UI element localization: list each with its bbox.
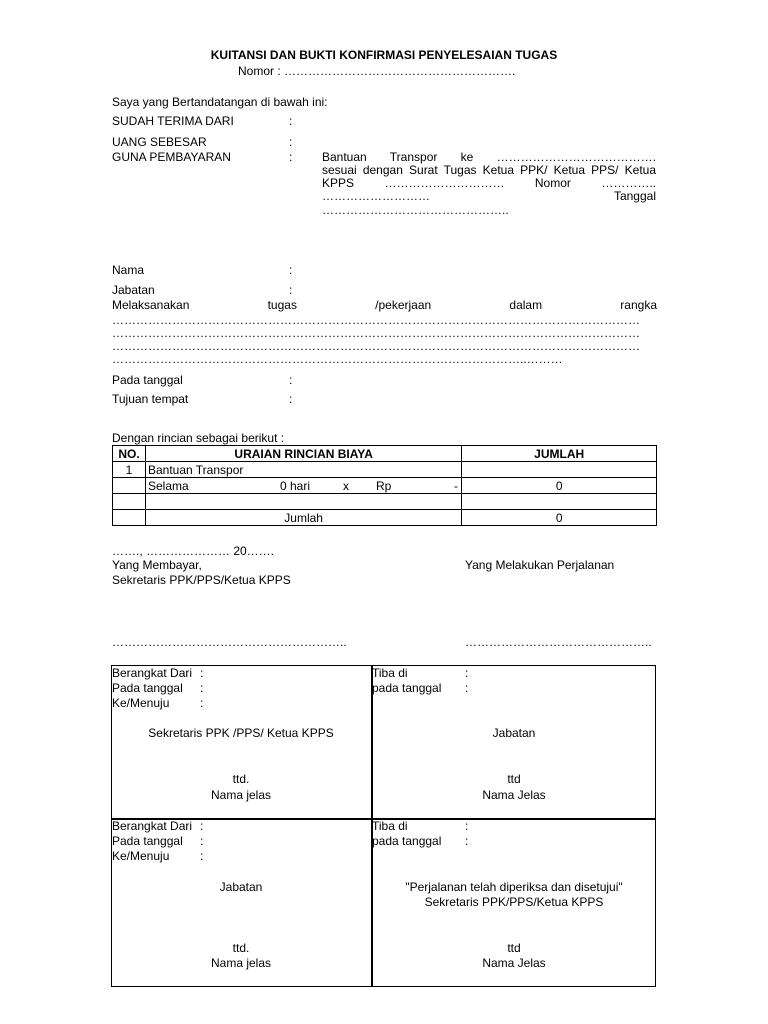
row1-amount [462,462,657,478]
q3-nama: Nama jelas [210,956,272,970]
guna-line-3: KPPS ………………………… Nomor ………….. [322,176,656,190]
table-header-row [113,446,657,462]
tujuan-tempat-colon: : [289,392,293,406]
nama-colon: : [289,263,293,277]
row3-amount [462,494,657,510]
dotted-line-1: …………………………………………………………………………………………………………………… [112,313,640,327]
q1-berangkat-label: Berangkat Dari [112,666,193,680]
table-row [113,478,657,494]
nama-label: Nama [112,263,145,277]
guna-line-2: sesuai dengan Surat Tugas Ketua PPK/ Ketua PPS/ Ketua [322,163,656,177]
traveler-signature-line: ……………………………………….. [465,635,652,649]
date-line: ……., ………………… 20……. [112,544,275,558]
dotted-line-3: …………………………………………………………………………………………………………………… [112,339,640,353]
q1-role: Sekretaris PPK /PPS/ Ketua KPPS [148,726,334,740]
q2-tiba-colon: : [465,666,469,680]
q2-tanggal-label: pada tanggal [372,681,442,695]
sudah-terima-label: SUDAH TERIMA DARI [112,114,234,128]
sudah-terima-colon: : [289,114,293,128]
q3-ttd: ttd. [232,941,250,955]
rincian-caption: Dengan rincian sebagai berikut : [112,431,285,445]
row2-rp: Rp [375,478,392,493]
guna-line-4: ……………………… Tanggal [322,189,656,203]
header-jumlah: JUMLAH [462,446,657,462]
row2-x: x [342,478,349,493]
guna-pembayaran-colon: : [289,150,293,164]
q3-tanggal-label: Pada tanggal [112,834,183,848]
uang-sebesar-colon: : [289,135,293,149]
row2-selama: Selama [147,478,189,493]
q1-nama: Nama jelas [210,788,272,802]
q4-tiba-label: Tiba di [372,819,408,833]
q4-ttd: ttd [507,941,521,955]
q3-menuju-label: Ke/Menuju [112,849,170,863]
table-row [113,462,657,478]
q2-ttd: ttd [507,772,521,786]
header-no: NO. [113,446,146,462]
q4-role-line2: Sekretaris PPK/PPS/Ketua KPPS [424,895,604,909]
melaksanakan-text: Melaksanakan tugas /pekerjaan dalam rangka [112,298,657,312]
q1-menuju-label: Ke/Menuju [112,696,170,710]
q4-tanggal-colon: : [465,834,469,848]
guna-pembayaran-label: GUNA PEMBAYARAN [112,150,231,164]
row3-no [113,494,146,510]
dotted-line-2: …………………………………………………………………………………………………………………… [112,326,640,340]
q2-role: Jabatan [492,726,536,740]
q1-tanggal-label: Pada tanggal [112,681,183,695]
row1-no: 1 [113,462,146,478]
payer-signature-line: ………………………………………………….. [112,635,347,649]
q1-berangkat-colon: : [200,666,204,680]
traveler-title: Yang Melakukan Perjalanan [465,558,615,572]
row2-hari: 0 hari [279,478,310,493]
q1-ttd: ttd. [232,772,250,786]
q3-berangkat-label: Berangkat Dari [112,819,193,833]
q2-nama: Nama Jelas [482,788,546,802]
header-uraian: URAIAN RINCIAN BIAYA [145,446,461,462]
jabatan-label: Jabatan [112,283,155,297]
q4-nama: Nama Jelas [482,956,546,970]
row2-amount: 0 [462,478,657,494]
guna-line-5: ……………………………………….. [322,203,509,217]
q1-tanggal-colon: : [200,681,204,695]
q2-tiba-label: Tiba di [372,666,408,680]
q3-berangkat-colon: : [200,819,204,833]
q2-tanggal-colon: : [465,681,469,695]
dotted-line-4: …………………………………………………………………………………………..……… [112,352,563,366]
q3-menuju-colon: : [200,849,204,863]
document-title: KUITANSI DAN BUKTI KONFIRMASI PENYELESAIAN TUGAS [210,48,558,62]
table-row [113,494,657,510]
uang-sebesar-label: UANG SEBESAR [112,135,207,149]
q4-role-line1: "Perjalanan telah diperiksa dan disetujui" [405,880,623,894]
document-number: Nomor : …………………………………………………. [238,64,516,78]
total-value: 0 [462,510,657,526]
total-label: Jumlah [145,510,461,526]
jabatan-colon: : [289,283,293,297]
row2-dash: - [453,478,458,493]
row1-desc: Bantuan Transpor [145,462,461,478]
q1-menuju-colon: : [200,696,204,710]
row2-desc [145,478,461,494]
row2-no [113,478,146,494]
rincian-table [112,445,657,526]
pada-tanggal-colon: : [289,373,293,387]
intro-text: Saya yang Bertandatangan di bawah ini: [112,95,328,109]
q4-tiba-colon: : [465,819,469,833]
table-total-row [113,510,657,526]
q3-tanggal-colon: : [200,834,204,848]
guna-line-1: Bantuan Transpor ke …………………………………. [322,150,656,164]
q4-tanggal-label: pada tanggal [372,834,442,848]
total-no [113,510,146,526]
payer-title: Yang Membayar, [112,558,202,572]
row3-desc [145,494,461,510]
tujuan-tempat-label: Tujuan tempat [112,392,189,406]
pada-tanggal-label: Pada tanggal [112,373,183,387]
q3-role: Jabatan [219,880,263,894]
payer-role: Sekretaris PPK/PPS/Ketua KPPS [112,573,291,587]
